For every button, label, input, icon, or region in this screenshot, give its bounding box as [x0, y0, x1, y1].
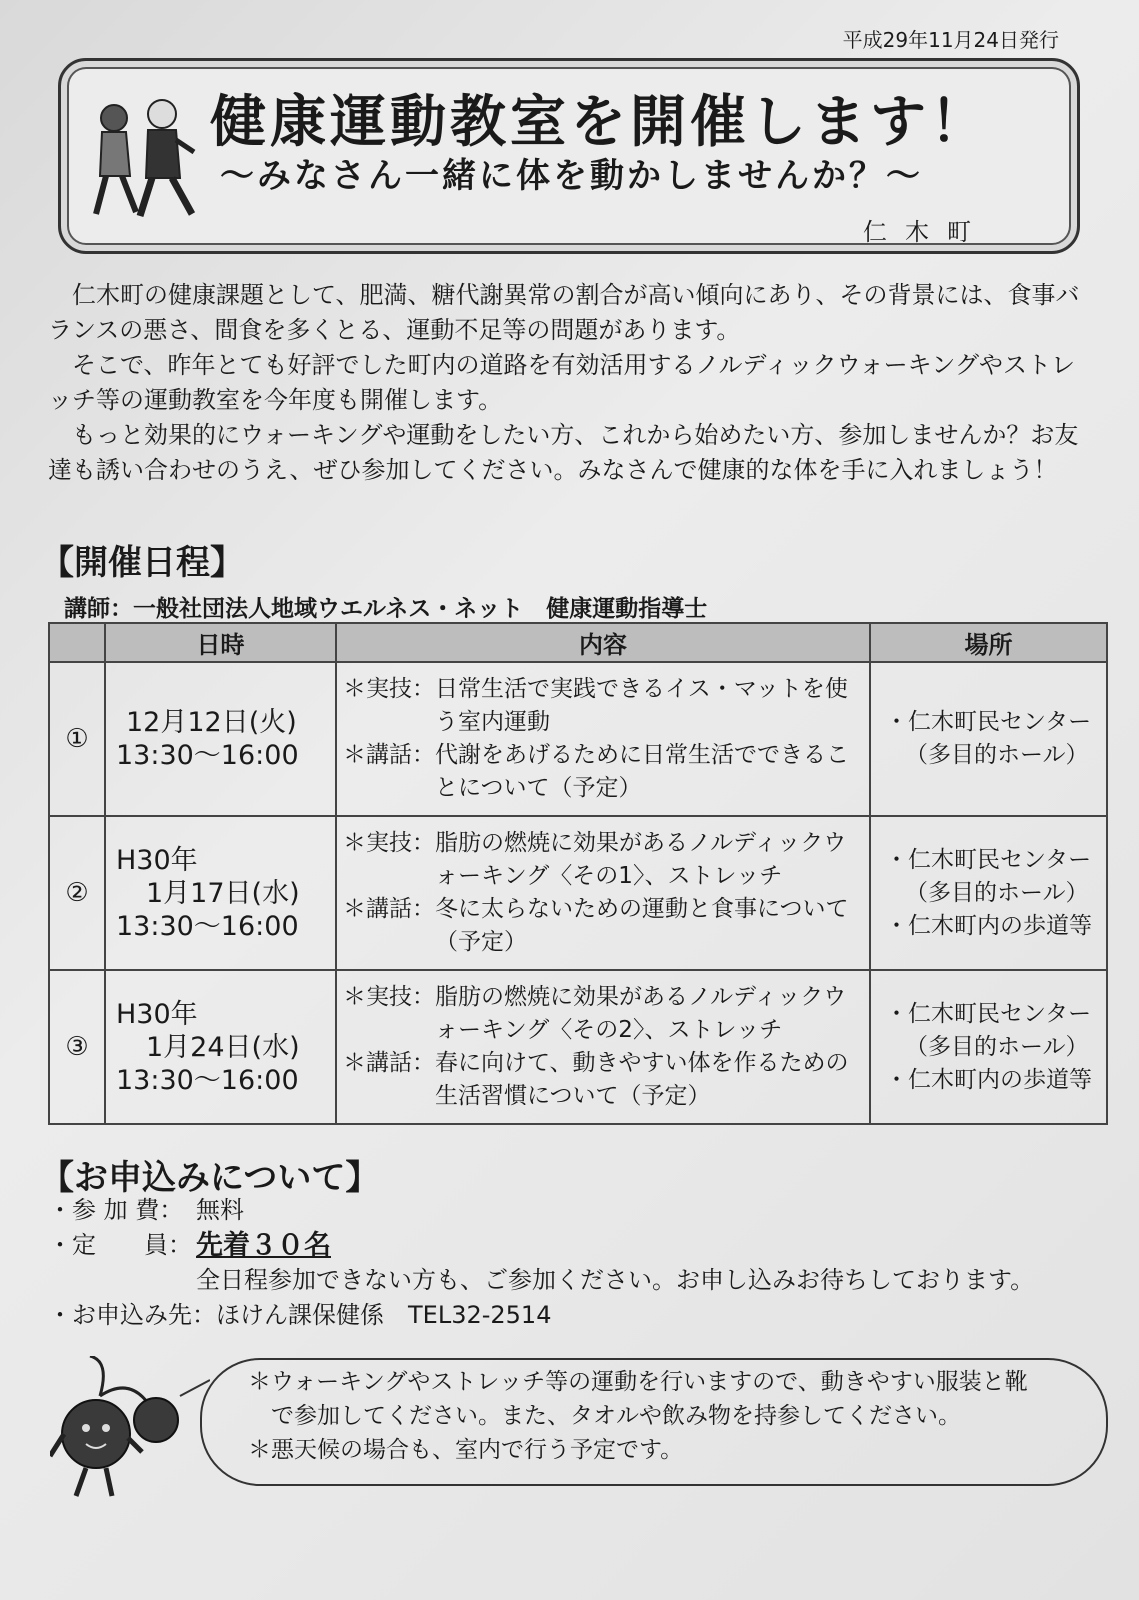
place-outdoor: ・仁木町内の歩道等	[885, 1066, 1092, 1093]
schedule-table	[48, 622, 1108, 1125]
row-date	[105, 816, 336, 970]
header-date: 日時	[105, 623, 336, 662]
date-day: 1月24日(水)	[146, 1031, 300, 1063]
date-time: 13:30～16:00	[116, 910, 299, 942]
fee-value: 無料	[196, 1196, 244, 1224]
practice-text: 日常生活で実践できるイス・マットを使う室内運動	[435, 676, 848, 735]
date-year: H30年	[116, 998, 198, 1030]
contact-row	[48, 1298, 1034, 1333]
table-row	[49, 816, 1107, 970]
date-year: H30年	[116, 844, 198, 876]
intro-paragraph: 仁木町の健康課題として、肥満、糖代謝異常の割合が高い傾向にあり、その背景には、食事バランスの悪さ、間食を多くとる、運動不足等の問題があります。	[48, 281, 1080, 344]
table-row	[49, 970, 1107, 1124]
note-line: ＊ウォーキングやストレッチ等の運動を行いますので、動きやすい服装と靴	[248, 1369, 1028, 1395]
place-room: （多目的ホール）	[905, 1033, 1089, 1060]
row-number: ①	[49, 662, 105, 816]
row-date	[105, 662, 336, 816]
intro-text	[48, 278, 1098, 488]
application-heading: 【お申込みについて】	[40, 1158, 380, 1198]
capacity-value: 先着３０名	[196, 1230, 331, 1261]
lecture-text: 冬に太らないための運動と食事について（予定）	[435, 896, 849, 955]
notes-text	[248, 1365, 1028, 1467]
row-content	[336, 970, 870, 1124]
capacity-note: 全日程参加できない方も、ご参加ください。お申し込みお待ちしております。	[196, 1266, 1035, 1294]
date-time: 13:30～16:00	[116, 740, 299, 771]
fee-row	[48, 1193, 1034, 1228]
practice-text: 脂肪の燃焼に効果があるノルディックウォーキング〈その1〉、ストレッチ	[435, 830, 847, 889]
issuer-name: 仁木町	[863, 218, 989, 246]
schedule-heading: 【開催日程】	[40, 543, 244, 583]
lecture-text: 代謝をあげるために日常生活でできることについて（予定）	[435, 742, 849, 801]
walking-people-icon	[76, 96, 206, 226]
row-place	[870, 970, 1107, 1124]
lecture-text: 春に向けて、動きやすい体を作るための生活習慣について（予定）	[435, 1050, 849, 1109]
instructor-line: 講師：一般社団法人地域ウエルネス・ネット 健康運動指導士	[64, 596, 708, 622]
intro-paragraph: もっと効果的にウォーキングや運動をしたい方、これから始めたい方、参加しませんか？お友達も誘い合わせのうえ、ぜひ参加してください。みなさんで健康的な体を手に入れましょう！	[48, 421, 1079, 484]
practice-label: ＊実技：	[343, 830, 435, 856]
table-row	[49, 662, 1107, 816]
place-room: （多目的ホール）	[905, 742, 1089, 768]
date-time: 13:30～16:00	[116, 1064, 299, 1096]
capacity-label: ・定 員：	[48, 1231, 192, 1259]
page-title: 健康運動教室を開催します！	[210, 90, 990, 155]
place-room: （多目的ホール）	[905, 879, 1089, 906]
header-content: 内容	[336, 623, 870, 662]
row-place	[870, 662, 1107, 816]
table-header-row	[49, 623, 1107, 662]
lecture-label: ＊講話：	[343, 742, 435, 768]
place-outdoor: ・仁木町内の歩道等	[885, 912, 1092, 939]
lecture-label: ＊講話：	[343, 1050, 435, 1076]
date-day: 1月17日(水)	[146, 877, 300, 909]
place-venue: ・仁木町民センター	[885, 846, 1092, 873]
capacity-note-row	[48, 1263, 1034, 1298]
row-content	[336, 816, 870, 970]
issue-date: 平成29年11月24日発行	[842, 28, 1059, 52]
contact-label: ・お申込み先：	[48, 1301, 216, 1329]
fee-label: ・参 加 費：	[48, 1196, 184, 1224]
note-line: で参加してください。また、タオルや飲み物を持参してください。	[248, 1403, 961, 1429]
row-content	[336, 662, 870, 816]
header-num	[49, 623, 105, 662]
application-details	[48, 1193, 1034, 1333]
row-number: ②	[49, 816, 105, 970]
intro-paragraph: そこで、昨年とても好評でした町内の道路を有効活用するノルディックウォーキングやストレッチ等の運動教室を今年度も開催します。	[48, 351, 1075, 414]
capacity-row	[48, 1228, 1034, 1263]
cherry-mascot-icon	[50, 1356, 210, 1506]
place-venue: ・仁木町民センター	[885, 709, 1092, 735]
row-date	[105, 970, 336, 1124]
page-subtitle: ～みなさん一緒に体を動かしませんか？～	[220, 156, 923, 196]
note-line: ＊悪天候の場合も、室内で行う予定です。	[248, 1437, 684, 1463]
lecture-label: ＊講話：	[343, 896, 435, 922]
row-number: ③	[49, 970, 105, 1124]
date-day: 12月12日(火)	[126, 707, 297, 738]
row-place	[870, 816, 1107, 970]
practice-label: ＊実技：	[343, 676, 435, 702]
header-place: 場所	[870, 623, 1107, 662]
practice-text: 脂肪の燃焼に効果があるノルディックウォーキング〈その2〉、ストレッチ	[435, 984, 847, 1043]
practice-label: ＊実技：	[343, 984, 435, 1010]
place-venue: ・仁木町民センター	[885, 1000, 1092, 1027]
contact-value: ほけん課保健係 TEL32-2514	[216, 1301, 552, 1329]
